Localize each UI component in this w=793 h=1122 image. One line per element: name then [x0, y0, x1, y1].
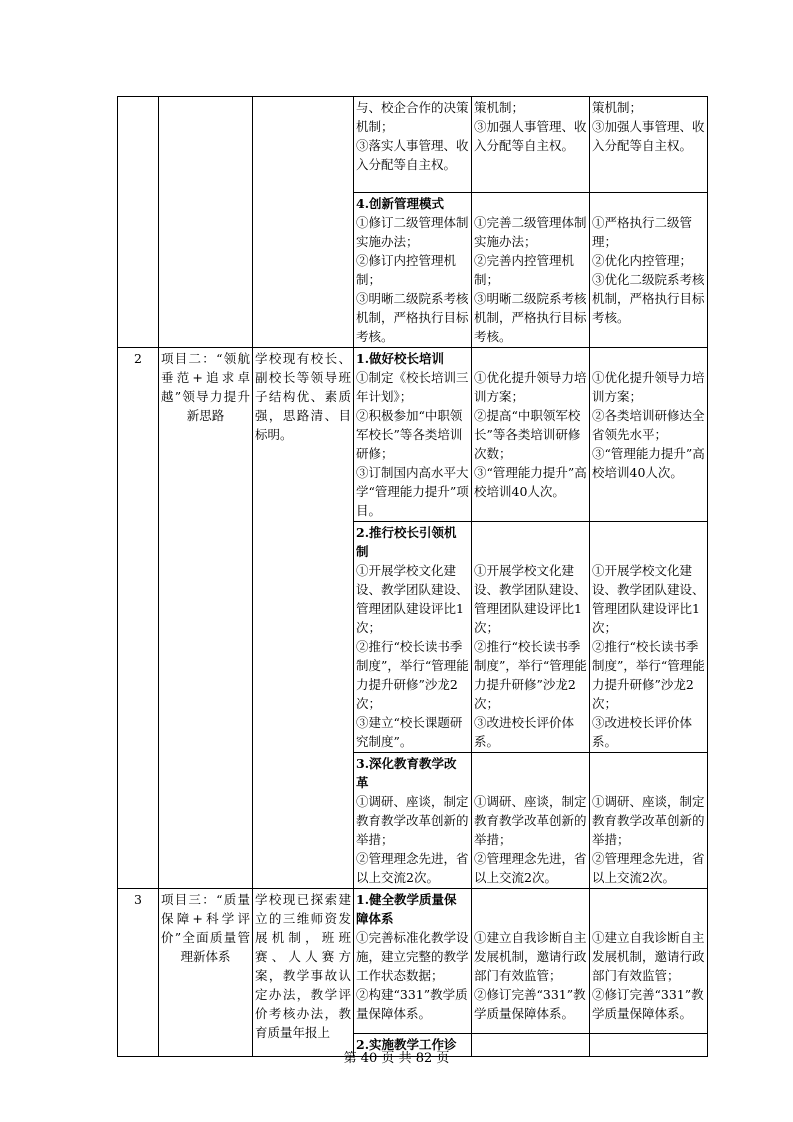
- project-name: 项目三：“质量保障+科学评价”全面质量管理新体系: [159, 889, 253, 1057]
- cell-line: ①开展学校文化建设、教学团队建设、管理团队建设评比1次；: [474, 563, 587, 635]
- cell-line: ②修订内控管理机制；: [356, 253, 457, 287]
- cell-line: ③落实人事管理、收入分配等自主权。: [356, 138, 469, 172]
- task-cell-year1: [354, 889, 472, 1034]
- project-name: 项目二：“领航垂范+追求卓越”领导力提升新思路: [159, 348, 253, 889]
- task-heading: 2.实施教学工作诊: [356, 1037, 457, 1052]
- cell-line: ②构建“331”教学质量保障体系。: [356, 987, 468, 1021]
- task-heading: 4.创新管理模式: [356, 196, 445, 211]
- cell-line: ①优化提升领导力培训方案；: [592, 370, 705, 404]
- task-cell-year2: [472, 522, 590, 753]
- cell-line: 与、校企合作的决策机制；: [356, 100, 469, 134]
- cell-line: ①调研、座谈，制定教育教学改革创新的举措；: [592, 794, 705, 847]
- task-heading: 3.深化教育教学改革: [356, 756, 457, 790]
- cell-line: ②修订完善“331”教学质量保障体系。: [592, 987, 704, 1021]
- cell-line: ③优化二级院系考核机制，严格执行目标考核。: [592, 272, 705, 325]
- task-cell-year1: [354, 522, 472, 753]
- cell-line: ①完善二级管理体制实施办法；: [474, 215, 587, 249]
- row-number: 2: [118, 348, 159, 889]
- table-row: [118, 348, 708, 522]
- cell-line: ①修订二级管理体制实施办法；: [356, 215, 469, 249]
- cell-line: ②推行“校长读书季制度”，举行“管理能力提升研修”沙龙2次；: [356, 639, 469, 711]
- cell-line: ①开展学校文化建设、教学团队建设、管理团队建设评比1次；: [356, 563, 469, 635]
- cell-line: ③明晰二级院系考核机制，严格执行目标考核。: [356, 291, 469, 344]
- task-cell-year1: [354, 753, 472, 889]
- current-status: [253, 97, 354, 348]
- cell-line: ③建立“校长课题研究制度”。: [356, 715, 463, 749]
- task-cell-year2: [472, 889, 590, 1034]
- cell-line: ③改进校长评价体系。: [474, 715, 575, 749]
- cell-line: ②修订完善“331”教学质量保障体系。: [474, 987, 586, 1021]
- cell-line: ②管理理念先进，省以上交流2次。: [356, 851, 469, 885]
- task-heading: 1.做好校长培训: [356, 351, 445, 366]
- cell-line: ①严格执行二级管理；: [592, 215, 693, 249]
- cell-line: ①开展学校文化建设、教学团队建设、管理团队建设评比1次；: [592, 563, 705, 635]
- cell-line: ③订制国内高水平大学“管理能力提升”项目。: [356, 465, 469, 518]
- table-row: [118, 97, 708, 193]
- task-cell-year1: [354, 97, 472, 193]
- task-cell-year3: [590, 348, 708, 522]
- task-cell-year3: [590, 193, 708, 348]
- project-name: [159, 97, 253, 348]
- row-number: [118, 97, 159, 348]
- task-cell-year3: [590, 97, 708, 193]
- cell-line: ①建立自我诊断自主发展机制，邀请行政部门有效监管；: [592, 930, 705, 983]
- cell-line: ①完善标准化教学设施，建立完整的教学工作状态数据；: [356, 930, 469, 983]
- cell-line: ②完善内控管理机制；: [474, 253, 575, 287]
- cell-line: 策机制；: [592, 100, 643, 115]
- task-heading: 1.健全教学质量保障体系: [356, 892, 457, 926]
- task-cell-year2: [472, 348, 590, 522]
- cell-line: ②推行“校长读书季制度”，举行“管理能力提升研修”沙龙2次；: [592, 639, 705, 711]
- plan-table: [117, 96, 708, 1057]
- current-status: 学校现有校长、副校长等领导班子结构优、素质强，思路清、目标明。: [253, 348, 354, 889]
- cell-line: ③加强人事管理、收入分配等自主权。: [474, 119, 587, 153]
- cell-line: ②推行“校长读书季制度”，举行“管理能力提升研修”沙龙2次；: [474, 639, 587, 711]
- cell-line: ①调研、座谈，制定教育教学改革创新的举措；: [356, 794, 469, 847]
- task-cell-year3: [590, 522, 708, 753]
- task-heading: 2.推行校长引领机制: [356, 525, 457, 559]
- cell-line: ①优化提升领导力培训方案；: [474, 370, 587, 404]
- task-cell-year2: [472, 753, 590, 889]
- cell-line: ②提高“中职领军校长”等各类培训研修次数；: [474, 408, 581, 461]
- table-row: [118, 889, 708, 1034]
- cell-line: ③改进校长评价体系。: [592, 715, 693, 749]
- cell-line: ③“管理能力提升”高校培训40人次。: [474, 465, 587, 499]
- cell-line: ②管理理念先进，省以上交流2次。: [592, 851, 705, 885]
- cell-line: ③“管理能力提升”高校培训40人次。: [592, 446, 705, 480]
- cell-line: ①建立自我诊断自主发展机制，邀请行政部门有效监管；: [474, 930, 587, 983]
- current-status: 学校现已探索建立的三维师资发展机制，班班赛、人人赛方案，教学事故认定办法，教学评价考核办法，教育质量年报上: [253, 889, 354, 1057]
- page-footer: 第 40 页 共 82 页: [343, 1051, 450, 1066]
- task-cell-year3: [590, 889, 708, 1034]
- cell-line: ③加强人事管理、收入分配等自主权。: [592, 119, 705, 153]
- cell-line: ②管理理念先进，省以上交流2次。: [474, 851, 587, 885]
- row-number: 3: [118, 889, 159, 1057]
- task-cell-year1: [354, 193, 472, 348]
- task-cell-year1: [354, 348, 472, 522]
- cell-line: ②积极参加“中职领军校长”等各类培训研修；: [356, 408, 463, 461]
- task-cell-year2: [472, 97, 590, 193]
- cell-line: ③明晰二级院系考核机制，严格执行目标考核。: [474, 291, 587, 344]
- cell-line: ①调研、座谈，制定教育教学改革创新的举措；: [474, 794, 587, 847]
- cell-line: ①制定《校长培训三年计划》；: [356, 370, 469, 404]
- task-cell-year2: [472, 193, 590, 348]
- cell-line: ②优化内控管理；: [592, 253, 693, 268]
- cell-line: ②各类培训研修达全省领先水平；: [592, 408, 705, 442]
- task-cell-year3: [590, 753, 708, 889]
- cell-line: 策机制；: [474, 100, 525, 115]
